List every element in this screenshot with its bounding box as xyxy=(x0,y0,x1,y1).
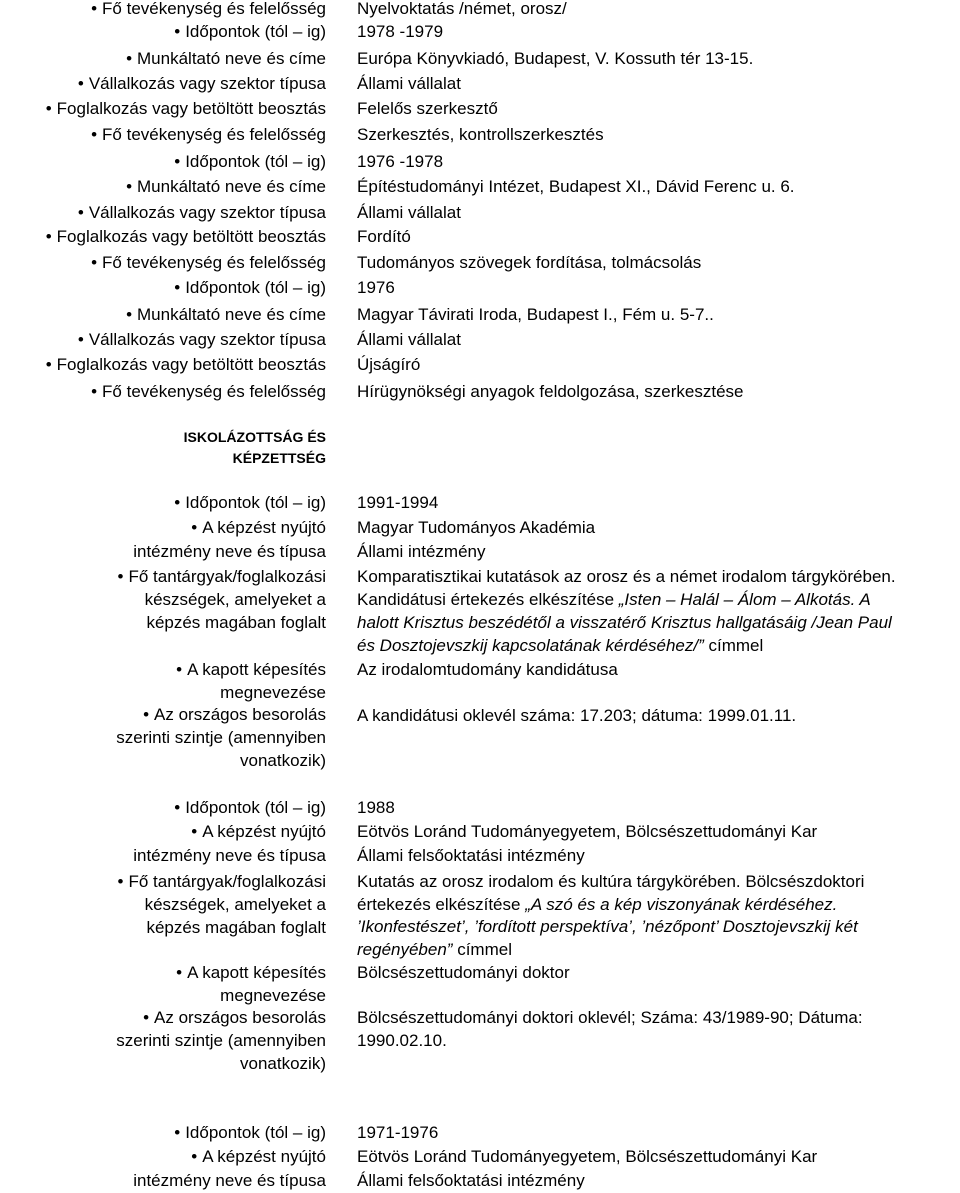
period-value: 1971-1976 xyxy=(357,1123,439,1142)
work-value: 1978 -1979 xyxy=(357,22,444,41)
work-value: Nyelvoktatás /német, orosz/ xyxy=(357,0,567,18)
institution-label: intézmény neve és típusa xyxy=(133,542,326,561)
subjects-label: készségek, amelyeket a xyxy=(144,895,326,914)
work-value: Újságíró xyxy=(357,355,421,374)
institution-label: intézmény neve és típusa xyxy=(133,846,326,865)
work-label: • Vállalkozás vagy szektor típusa xyxy=(78,73,326,95)
level-value: 1990.02.10. xyxy=(357,1031,447,1050)
subjects-value: értekezés elkészítése „A szó és a kép viszonyának kérdéséhez. xyxy=(357,895,838,914)
section-heading: ISKOLÁZOTTSÁG ÉS xyxy=(183,429,326,445)
subjects-value: és Dosztojevszkij kapcsolatának kérdéséhez/” címmel xyxy=(357,636,764,655)
institution-label: intézmény neve és típusa xyxy=(133,1171,326,1190)
level-label: vonatkozik) xyxy=(240,751,326,770)
subjects-value: Komparatisztikai kutatások az orosz és a német irodalom tárgykörében. xyxy=(357,567,896,586)
work-value: Magyar Távirati Iroda, Budapest I., Fém u. 5-7.. xyxy=(357,305,714,324)
work-label: • Munkáltató neve és címe xyxy=(126,48,326,70)
qualification-label: • A kapott képesítés xyxy=(176,659,326,681)
qualification-label: • A kapott képesítés xyxy=(176,962,326,984)
institution-label: • A képzést nyújtó xyxy=(191,1146,326,1168)
institution-type-value: Állami felsőoktatási intézmény xyxy=(357,846,585,865)
work-label: • Vállalkozás vagy szektor típusa xyxy=(78,202,326,224)
work-value: Európa Könyvkiadó, Budapest, V. Kossuth tér 13-15. xyxy=(357,49,754,68)
subjects-value: regényében” címmel xyxy=(357,940,512,959)
level-value: A kandidátusi oklevél száma: 17.203; dátuma: 1999.01.11. xyxy=(357,706,797,725)
work-label: • Foglalkozás vagy betöltött beosztás xyxy=(46,354,326,376)
work-value: 1976 xyxy=(357,278,395,297)
period-value: 1988 xyxy=(357,798,395,817)
institution-type-value: Állami felsőoktatási intézmény xyxy=(357,1171,585,1190)
work-value: Tudományos szövegek fordítása, tolmácsolás xyxy=(357,253,702,272)
work-value: Állami vállalat xyxy=(357,203,461,222)
work-value: Építéstudományi Intézet, Budapest XI., Dávid Ferenc u. 6. xyxy=(357,177,795,196)
work-label: • Foglalkozás vagy betöltött beosztás xyxy=(46,98,326,120)
subjects-value: Kandidátusi értekezés elkészítése „Isten – Halál – Álom – Alkotás. A xyxy=(357,590,871,609)
work-label: • Időpontok (tól – ig) xyxy=(174,151,326,173)
subjects-value: Kutatás az orosz irodalom és kultúra tárgykörében. Bölcsészdoktori xyxy=(357,872,865,891)
work-value: Állami vállalat xyxy=(357,330,461,349)
institution-label: • A képzést nyújtó xyxy=(191,821,326,843)
work-value: Fordító xyxy=(357,227,411,246)
level-label: vonatkozik) xyxy=(240,1054,326,1073)
period-value: 1991-1994 xyxy=(357,493,439,512)
work-label: • Fő tevékenység és felelősség xyxy=(91,0,326,20)
level-label: • Az országos besorolás xyxy=(143,1007,326,1029)
level-label: szerinti szintje (amennyiben xyxy=(116,728,326,747)
qualification-value: Bölcsészettudományi doktor xyxy=(357,963,570,982)
period-label: • Időpontok (tól – ig) xyxy=(174,797,326,819)
level-label: szerinti szintje (amennyiben xyxy=(116,1031,326,1050)
period-label: • Időpontok (tól – ig) xyxy=(174,1122,326,1144)
work-label: • Időpontok (tól – ig) xyxy=(174,277,326,299)
qualification-label: megnevezése xyxy=(220,683,326,702)
institution-type-value: Állami intézmény xyxy=(357,542,486,561)
institution-label: • A képzést nyújtó xyxy=(191,517,326,539)
work-value: Hírügynökségi anyagok feldolgozása, szerkesztése xyxy=(357,382,744,401)
subjects-value: halott Krisztus beszédétől a visszatérő Krisztus hallgatásáig /Jean Paul xyxy=(357,613,892,632)
subjects-label: • Fő tantárgyak/foglalkozási xyxy=(118,566,326,588)
subjects-label: képzés magában foglalt xyxy=(146,918,326,937)
work-label: • Vállalkozás vagy szektor típusa xyxy=(78,329,326,351)
work-label: • Időpontok (tól – ig) xyxy=(174,21,326,43)
work-label: • Fő tevékenység és felelősség xyxy=(91,124,326,146)
work-value: Szerkesztés, kontrollszerkesztés xyxy=(357,125,604,144)
work-label: • Fő tevékenység és felelősség xyxy=(91,252,326,274)
qualification-value: Az irodalomtudomány kandidátusa xyxy=(357,660,618,679)
level-value: Bölcsészettudományi doktori oklevél; Száma: 43/1989-90; Dátuma: xyxy=(357,1008,863,1027)
section-heading: KÉPZETTSÉG xyxy=(232,450,326,466)
subjects-label: • Fő tantárgyak/foglalkozási xyxy=(118,871,326,893)
subjects-label: képzés magában foglalt xyxy=(146,613,326,632)
institution-value: Magyar Tudományos Akadémia xyxy=(357,518,596,537)
work-label: • Fő tevékenység és felelősség xyxy=(91,381,326,403)
subjects-value: ’Ikonfestészet’, ’fordított perspektíva’, ’nézőpont’ Dosztojevszkij két xyxy=(357,917,858,936)
work-label: • Munkáltató neve és címe xyxy=(126,304,326,326)
subjects-label: készségek, amelyeket a xyxy=(144,590,326,609)
level-label: • Az országos besorolás xyxy=(143,704,326,726)
work-value: 1976 -1978 xyxy=(357,152,444,171)
qualification-label: megnevezése xyxy=(220,986,326,1005)
work-label: • Foglalkozás vagy betöltött beosztás xyxy=(46,226,326,248)
work-value: Állami vállalat xyxy=(357,74,461,93)
work-label: • Munkáltató neve és címe xyxy=(126,176,326,198)
work-value: Felelős szerkesztő xyxy=(357,99,498,118)
period-label: • Időpontok (tól – ig) xyxy=(174,492,326,514)
institution-value: Eötvös Loránd Tudományegyetem, Bölcsészettudományi Kar xyxy=(357,1147,818,1166)
institution-value: Eötvös Loránd Tudományegyetem, Bölcsészettudományi Kar xyxy=(357,822,818,841)
